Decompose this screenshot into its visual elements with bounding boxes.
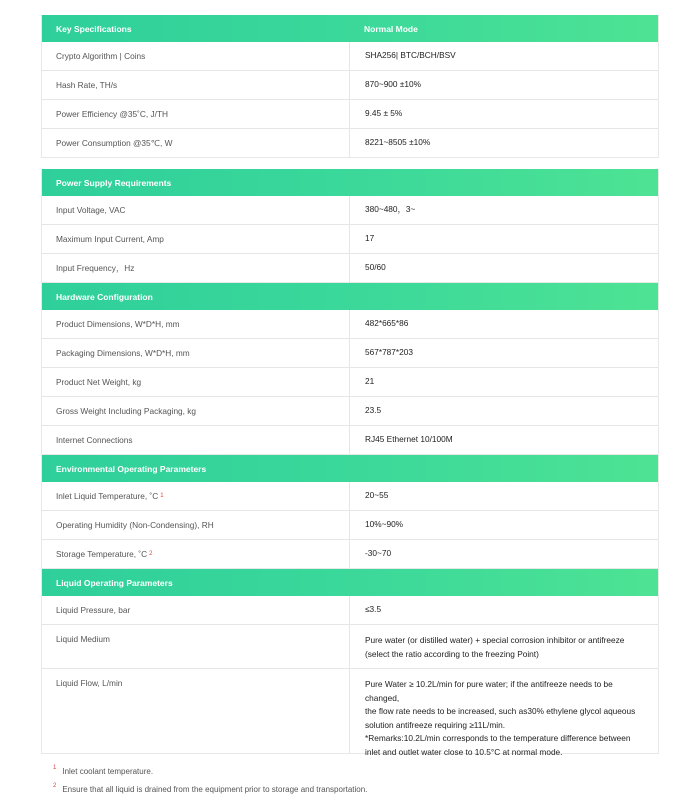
value-line: Pure Water ≥ 10.2L/min for pure water; if the antifreeze needs to be changed,	[365, 679, 613, 703]
header-title: Power Supply Requirements	[56, 177, 172, 188]
row-label: Input Voltage, VAC	[42, 196, 350, 224]
row-value	[350, 669, 658, 757]
table-row	[42, 338, 658, 367]
row-label: Product Net Weight, kg	[42, 368, 350, 396]
row-label: Liquid Medium	[42, 625, 350, 668]
section-power-supply	[41, 169, 659, 283]
row-label: Packaging Dimensions, W*D*H, mm	[42, 339, 350, 367]
row-label: Maximum Input Current, Amp	[42, 225, 350, 253]
row-value: RJ45 Ethernet 10/100M	[365, 434, 453, 445]
value-line: solution antifreeze requiring ≥11L/min.	[365, 719, 505, 730]
header-title: Environmental Operating Parameters	[56, 463, 207, 474]
table-row	[42, 510, 658, 539]
table-row	[42, 425, 658, 454]
header-title: Key Specifications	[56, 23, 132, 34]
footnote-marker: 2	[149, 551, 153, 557]
section-header	[42, 283, 658, 310]
table-row	[42, 396, 658, 425]
row-label: Crypto Algorithm | Coins	[42, 42, 350, 70]
footnote-number: 1	[53, 765, 57, 771]
section-header	[42, 169, 658, 196]
row-label: Hash Rate, TH/s	[42, 71, 350, 99]
spec-table	[41, 0, 659, 798]
table-row	[42, 42, 658, 70]
row-value: SHA256| BTC/BCH/BSV	[365, 50, 456, 61]
header-title: Liquid Operating Parameters	[56, 577, 173, 588]
section-hardware-configuration	[41, 283, 659, 455]
row-label-text: Storage Temperature, ˚C	[56, 549, 148, 559]
table-row	[42, 128, 658, 157]
row-label-text: Inlet Liquid Temperature, ˚C	[56, 491, 159, 501]
table-row	[42, 367, 658, 396]
section-header	[42, 15, 658, 42]
table-row	[42, 310, 658, 338]
section-environmental-parameters	[41, 455, 659, 569]
row-label: Power Efficiency @35˚C, J/TH	[42, 100, 350, 128]
table-row	[42, 668, 658, 757]
table-row	[42, 596, 658, 624]
row-label: Product Dimensions, W*D*H, mm	[42, 310, 350, 338]
row-value: 8221~8505 ±10%	[365, 137, 431, 148]
row-value: 870~900 ±10%	[365, 79, 421, 90]
value-line: inlet and outlet water close to 10.5°C at normal mode.	[365, 746, 563, 757]
section-header	[42, 455, 658, 482]
row-value: 17	[365, 233, 375, 244]
footnote-text: Inlet coolant temperature.	[62, 766, 154, 776]
footnotes	[41, 762, 659, 798]
row-value: 10%~90%	[365, 519, 404, 530]
table-row	[42, 224, 658, 253]
row-label: Operating Humidity (Non-Condensing), RH	[42, 511, 350, 539]
table-row	[42, 70, 658, 99]
row-value: 9.45 ± 5%	[365, 108, 403, 119]
footnote-number: 2	[53, 783, 57, 789]
section-header	[42, 569, 658, 596]
value-line: *Remarks:10.2L/min corresponds to the temperature difference between	[365, 733, 631, 743]
row-label: Gross Weight Including Packaging, kg	[42, 397, 350, 425]
row-value: 482*665*86	[365, 318, 409, 329]
row-value: 567*787*203	[365, 347, 413, 358]
header-title: Hardware Configuration	[56, 291, 153, 302]
footnote-text: Ensure that all liquid is drained from the equipment prior to storage and transportation.	[62, 784, 368, 794]
table-row	[42, 99, 658, 128]
table-row	[42, 196, 658, 224]
footnote	[41, 762, 659, 780]
value-line: the flow rate needs to be increased, such as30% ethylene glycol aqueous	[365, 706, 636, 716]
row-label: Liquid Flow, L/min	[42, 669, 350, 753]
row-value: 23.5	[365, 405, 382, 416]
row-value: 380~480，3~	[365, 204, 416, 215]
row-value: 20~55	[365, 490, 389, 501]
row-value: ≤3.5	[365, 604, 382, 615]
table-row	[42, 624, 658, 668]
table-row	[42, 539, 658, 568]
row-label: Liquid Pressure, bar	[42, 596, 350, 624]
row-value: 21	[365, 376, 375, 387]
row-label: Input Frequency，Hz	[42, 254, 350, 282]
footnote-marker: 1	[160, 493, 164, 499]
row-label: Power Consumption @35℃, W	[42, 129, 350, 157]
section-key-specifications	[41, 15, 659, 158]
row-value: 50/60	[365, 262, 386, 273]
row-label: Internet Connections	[42, 426, 350, 454]
header-mode: Normal Mode	[364, 23, 418, 34]
row-value: Pure water (or distilled water) + special corrosion inhibitor or antifreeze (select the ratio according to the freezing Point)	[365, 635, 625, 659]
row-label	[42, 482, 350, 510]
table-row	[42, 482, 658, 510]
footnote	[41, 780, 659, 798]
row-label	[42, 540, 350, 568]
table-row	[42, 253, 658, 282]
section-liquid-parameters	[41, 569, 659, 757]
row-value: -30~70	[365, 548, 392, 559]
